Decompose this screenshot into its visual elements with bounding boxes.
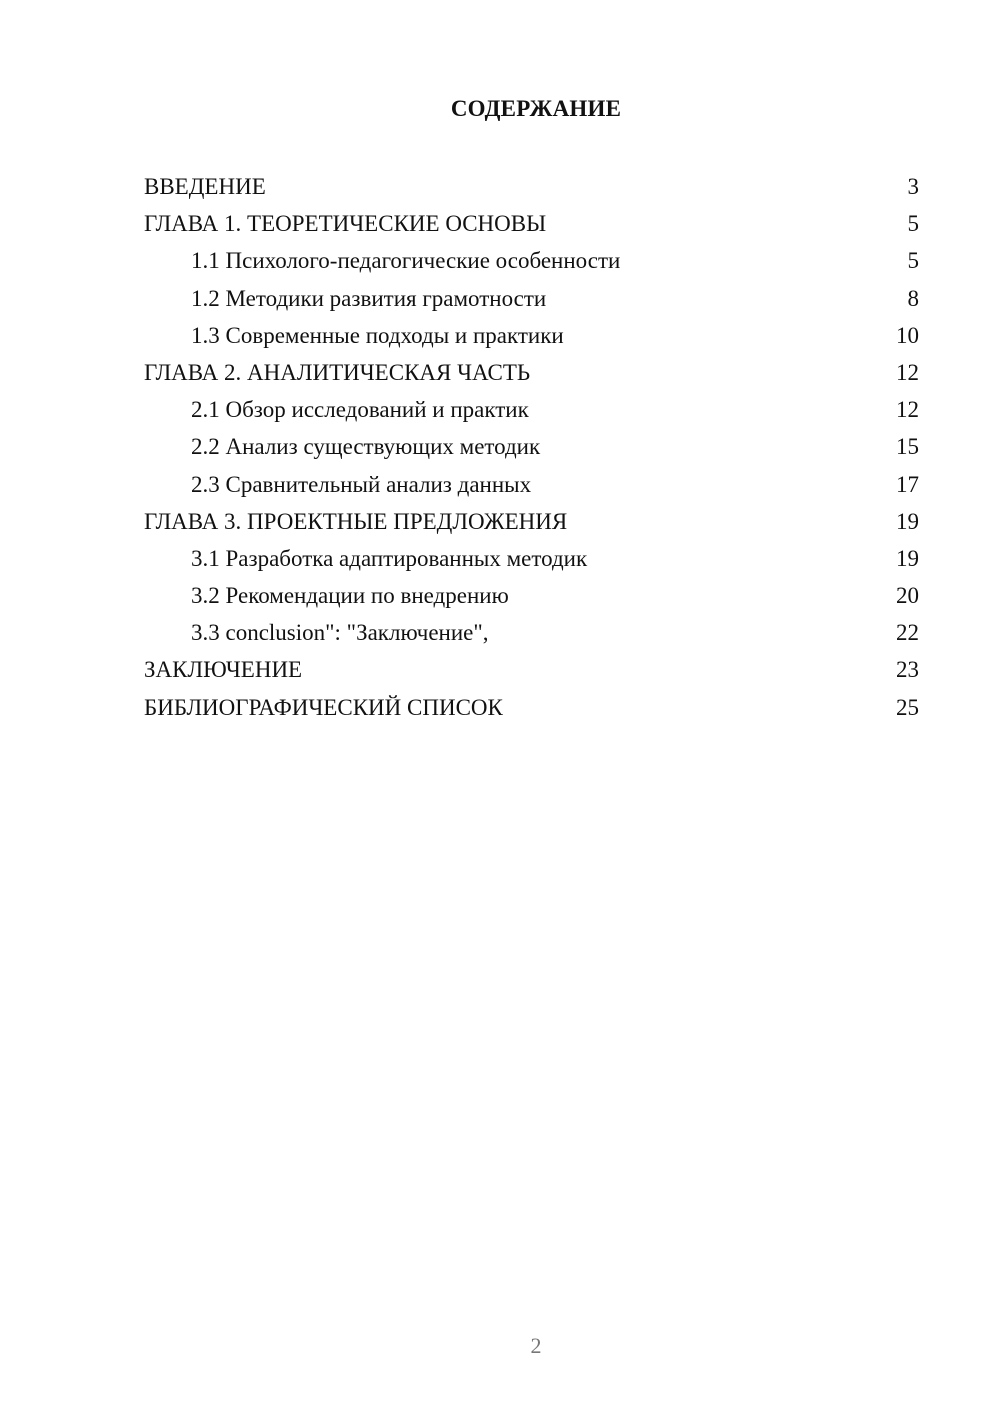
toc-entry-page: 23 [896,657,919,683]
toc-entry-section-3-1[interactable] [144,540,919,577]
toc-entry-label: ЗАКЛЮЧЕНИЕ [144,657,303,683]
toc-entry-label: 1.2 Методики развития грамотности [191,285,547,311]
table-of-contents [144,168,919,726]
toc-entry-conclusion[interactable] [144,651,919,688]
toc-entry-section-2-1[interactable] [144,391,919,428]
toc-entry-label: 2.1 Обзор исследований и практик [191,397,529,423]
toc-entry-introduction[interactable] [144,168,919,205]
toc-entry-section-2-2[interactable] [144,428,919,465]
toc-entry-section-1-1[interactable] [144,242,919,279]
toc-entry-page: 5 [907,211,919,237]
toc-entry-page: 15 [896,434,919,460]
toc-entry-label: ГЛАВА 3. ПРОЕКТНЫЕ ПРЕДЛОЖЕНИЯ [144,508,568,534]
toc-entry-section-1-3[interactable] [144,317,919,354]
toc-entry-label: ВВЕДЕНИЕ [144,174,266,199]
toc-entry-page: 3 [907,174,919,199]
toc-entry-section-2-3[interactable] [144,466,919,503]
toc-entry-label: 2.3 Сравнительный анализ данных [191,471,532,497]
toc-entry-page: 10 [896,322,919,348]
toc-entry-label: 1.1 Психолого-педагогические особенности [191,248,621,274]
toc-entry-chapter-2[interactable] [144,354,919,391]
toc-entry-page: 22 [896,620,919,646]
toc-entry-page: 19 [896,508,919,534]
toc-entry-section-3-3[interactable] [144,614,919,651]
toc-entry-page: 20 [896,583,919,609]
toc-entry-page: 19 [896,545,919,571]
toc-entry-bibliography[interactable] [144,689,919,726]
toc-entry-section-3-2[interactable] [144,577,919,614]
toc-entry-page: 25 [896,694,919,720]
toc-entry-label: 3.2 Рекомендации по внедрению [191,583,509,609]
toc-entry-chapter-1[interactable] [144,205,919,242]
toc-entry-label: ГЛАВА 2. АНАЛИТИЧЕСКАЯ ЧАСТЬ [144,359,531,385]
toc-entry-page: 12 [896,359,919,385]
toc-entry-page: 5 [907,248,919,274]
page-title: СОДЕРЖАНИЕ [450,96,622,121]
toc-entry-label: 1.3 Современные подходы и практики [191,322,564,348]
toc-entry-page: 8 [907,285,919,311]
toc-entry-label: 2.2 Анализ существующих методик [191,434,541,460]
toc-entry-page: 12 [896,397,919,423]
toc-entry-label: 3.3 conclusion": "Заключение", [191,620,489,646]
toc-entry-label: 3.1 Разработка адаптированных методик [191,545,588,571]
page-number: 2 [530,1333,542,1358]
toc-entry-section-1-2[interactable] [144,280,919,317]
toc-entry-chapter-3[interactable] [144,503,919,540]
toc-entry-label: ГЛАВА 1. ТЕОРЕТИЧЕСКИЕ ОСНОВЫ [144,211,547,237]
toc-entry-page: 17 [896,471,919,497]
toc-entry-label: БИБЛИОГРАФИЧЕСКИЙ СПИСОК [144,694,503,720]
